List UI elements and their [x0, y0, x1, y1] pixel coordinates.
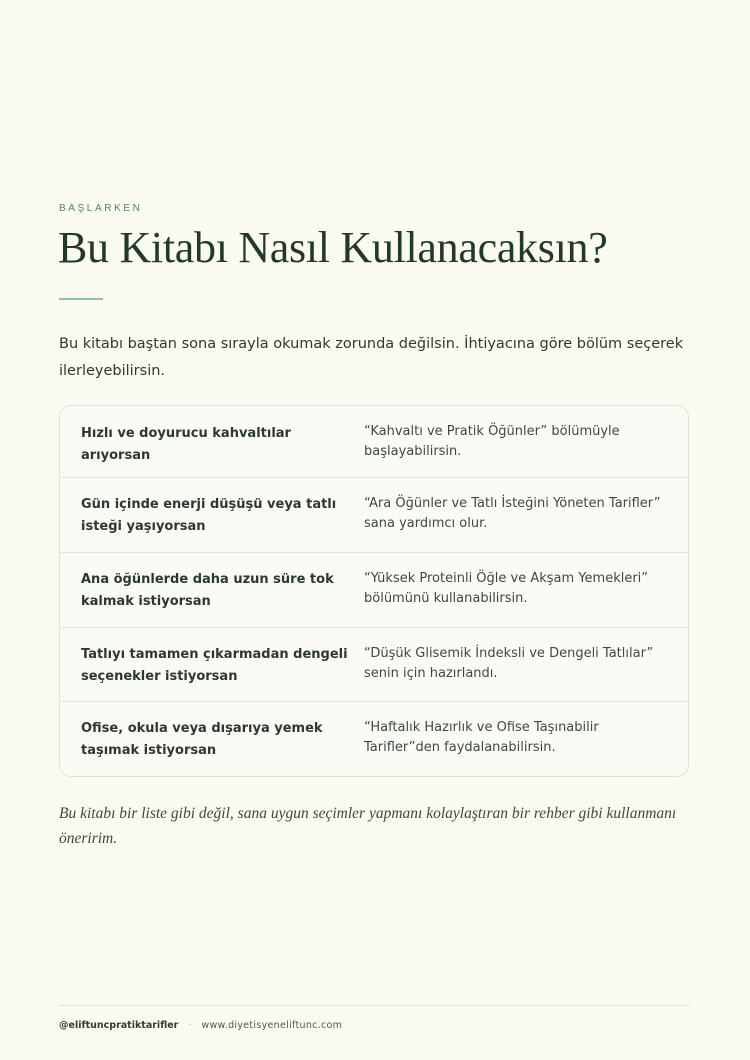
guide-row [60, 628, 688, 702]
guide-advice: “Düşük Glisemik İndeksli ve Dengeli Tatlılar” senin için hazırlandı. [364, 646, 654, 681]
guide-row [60, 478, 688, 553]
guide-advice: “Kahvaltı ve Pratik Öğünler” bölümüyle başlayabilirsin. [364, 424, 620, 459]
section-eyebrow: BAŞLARKEN [59, 203, 143, 214]
guide-table [59, 405, 689, 777]
guide-need: Ofise, okula veya dışarıya yemek taşımak istiyorsan [81, 721, 323, 758]
guide-need: Ana öğünlerde daha uzun süre tok kalmak istiyorsan [81, 572, 334, 609]
guide-advice: “Yüksek Proteinli Öğle ve Akşam Yemekleri” bölümünü kullanabilirsin. [364, 571, 649, 606]
guide-row [60, 553, 688, 628]
footer-divider [59, 1005, 690, 1006]
page-title: Bu Kitabı Nasıl Kullanacaksın? [58, 223, 608, 272]
guide-advice: “Ara Öğünler ve Tatlı İsteğini Yöneten Tarifler” sana yardımcı olur. [364, 496, 661, 531]
social-handle: @eliftuncpratiktarifler [59, 1020, 179, 1031]
page-footer [59, 1020, 342, 1031]
guide-need: Hızlı ve doyurucu kahvaltılar arıyorsan [81, 426, 291, 463]
guide-advice: “Haftalık Hazırlık ve Ofise Taşınabilir Tarifler”den faydalanabilirsin. [364, 720, 599, 755]
closing-note: Bu kitabı bir liste gibi değil, sana uygun seçimler yapmanı kolaylaştıran bir rehber gibi kullanmanı öneririm. [59, 805, 677, 847]
footer-separator: · [188, 1020, 192, 1031]
title-accent-rule [59, 298, 103, 300]
guide-row [60, 406, 688, 478]
guide-row [60, 702, 688, 777]
intro-paragraph: Bu kitabı baştan sona sırayla okumak zorunda değilsin. İhtiyacına göre bölüm seçerek ilerleyebilirsin. [59, 336, 684, 379]
guide-need: Tatlıyı tamamen çıkarmadan dengeli seçenekler istiyorsan [81, 647, 348, 684]
guide-need: Gün içinde enerji düşüşü veya tatlı isteği yaşıyorsan [81, 497, 337, 534]
website-link[interactable]: www.diyetisyeneliftunc.com [201, 1020, 343, 1031]
